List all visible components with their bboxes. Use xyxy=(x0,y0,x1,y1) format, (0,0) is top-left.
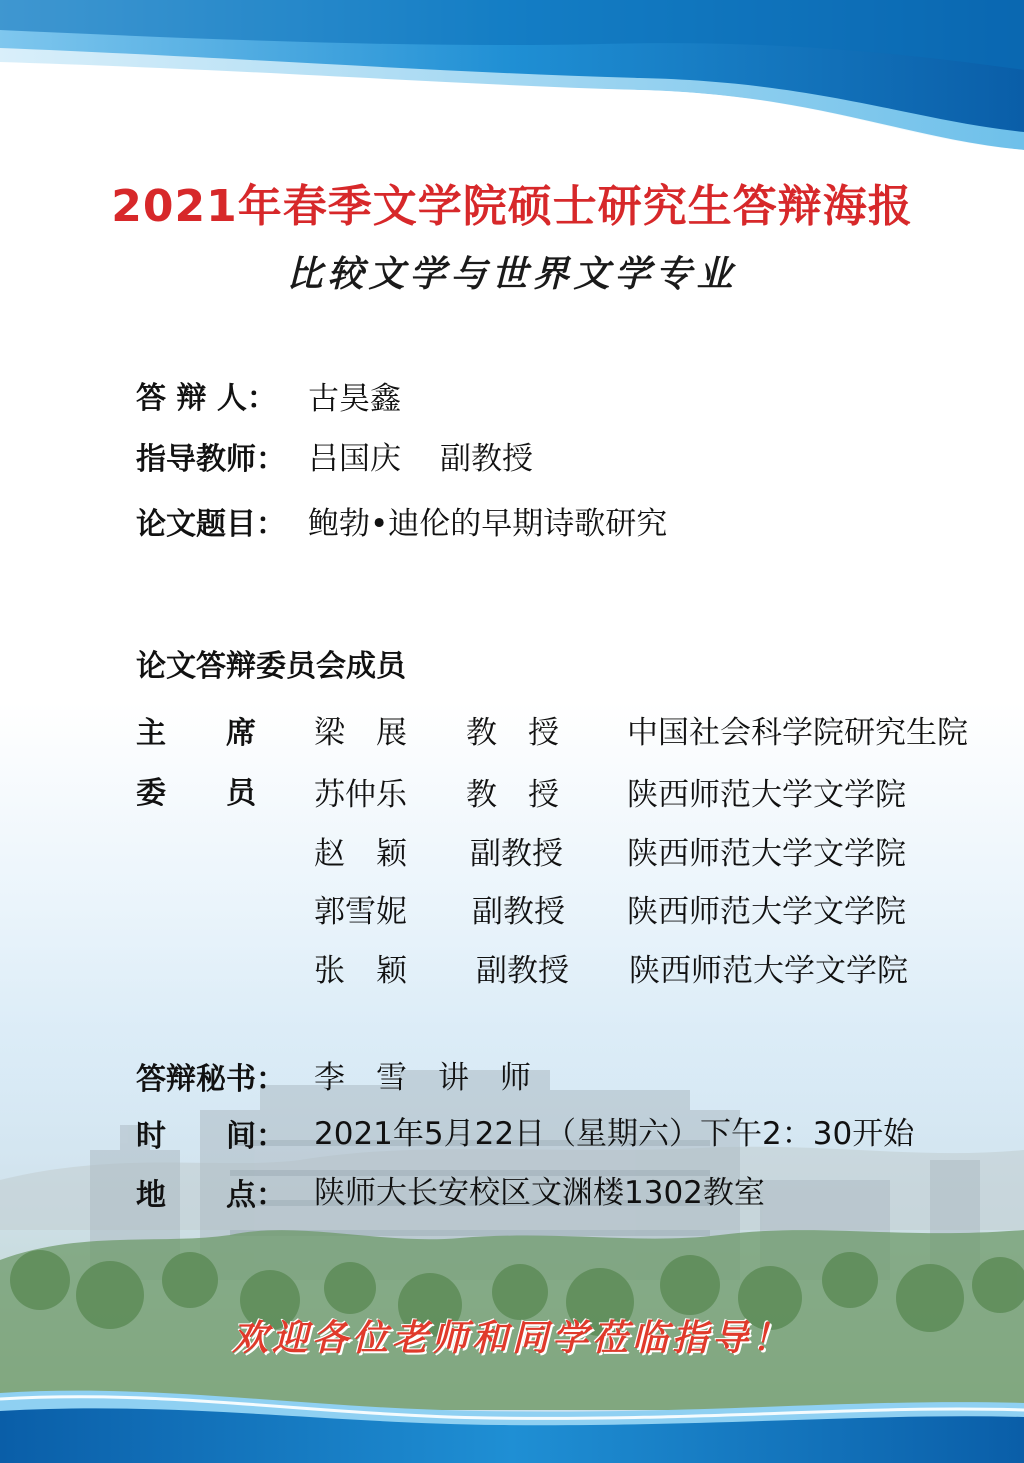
member-title: 副教授 xyxy=(472,894,565,930)
welcome-message: 欢迎各位老师和同学莅临指导！ xyxy=(231,1318,792,1359)
member-title: 副教授 xyxy=(476,953,569,989)
time-label: 时 间： xyxy=(136,1119,286,1154)
major-subtitle: 比较文学与世界文学专业 xyxy=(286,254,738,295)
defender-label: 答 辩 人： xyxy=(136,381,277,416)
member-affiliation: 陕西师范大学文学院 xyxy=(627,777,906,813)
member-name: 张 颖 xyxy=(314,953,407,989)
defense-time: 2021年5月22日（星期六）下午2：30开始 xyxy=(314,1116,915,1152)
secretary-name: 李 雪 讲 师 xyxy=(314,1060,531,1096)
member-name: 梁 展 xyxy=(314,715,407,751)
member-affiliation: 陕西师范大学文学院 xyxy=(627,836,906,872)
thesis-title: 鲍勃•迪伦的早期诗歌研究 xyxy=(308,506,668,542)
member-name: 郭雪妮 xyxy=(314,894,407,930)
member-title: 教 授 xyxy=(466,777,559,813)
member-name: 赵 颖 xyxy=(314,836,407,872)
committee-heading: 论文答辩委员会成员 xyxy=(136,649,406,684)
place-label: 地 点： xyxy=(136,1178,286,1213)
member-affiliation: 陕西师范大学文学院 xyxy=(627,894,906,930)
advisor-title: 副教授 xyxy=(440,441,533,477)
member-affiliation: 中国社会科学院研究生院 xyxy=(627,715,968,751)
defender-name: 古昊鑫 xyxy=(308,381,401,417)
poster-title: 2021年春季文学院硕士研究生答辩海报 xyxy=(111,181,913,232)
member-title: 教 授 xyxy=(466,715,559,751)
member-title: 副教授 xyxy=(470,836,563,872)
thesis-label: 论文题目： xyxy=(136,507,286,542)
member-label: 委 员 xyxy=(136,776,256,811)
secretary-label: 答辩秘书： xyxy=(136,1062,286,1097)
bottom-wave-decoration xyxy=(0,1363,1024,1463)
member-affiliation: 陕西师范大学文学院 xyxy=(629,953,908,989)
member-name: 苏仲乐 xyxy=(314,777,407,813)
top-wave-decoration xyxy=(0,0,1024,160)
advisor-name: 吕国庆 xyxy=(308,441,401,477)
advisor-label: 指导教师： xyxy=(136,442,286,477)
chair-label: 主 席 xyxy=(136,716,256,751)
defense-place: 陕师大长安校区文渊楼1302教室 xyxy=(314,1175,765,1211)
